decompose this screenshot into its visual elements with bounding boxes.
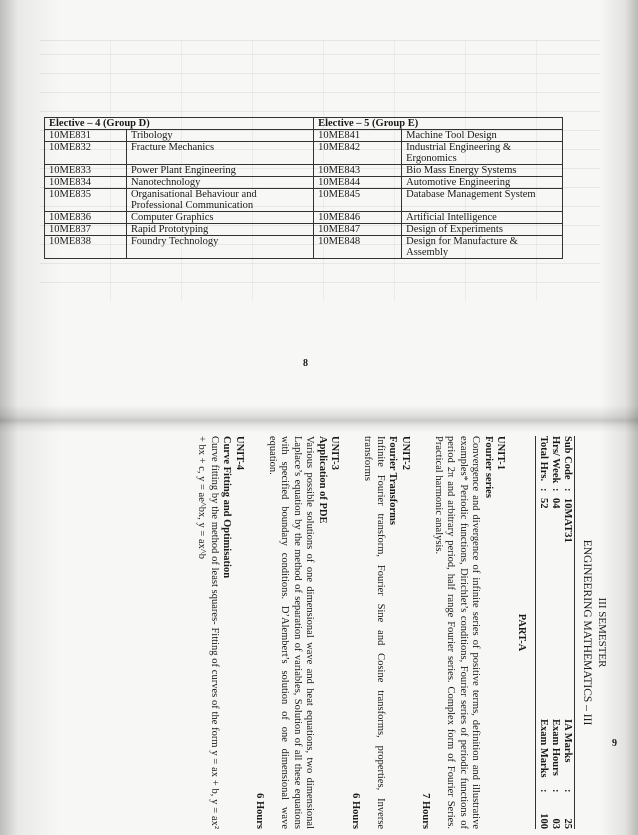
course-code: 10ME837 xyxy=(45,224,127,236)
course-name: Design for Manufacture & Assembly xyxy=(402,236,563,259)
table-row xyxy=(45,224,563,236)
ia-label: IA Marks xyxy=(562,719,573,763)
page-fold-shadow xyxy=(0,405,638,433)
course-name: Nanotechnology xyxy=(126,177,313,189)
table-row xyxy=(45,130,563,142)
elective-4-header: Elective – 4 (Group D) xyxy=(45,118,314,130)
course-code: 10ME836 xyxy=(45,212,127,224)
table-header-row xyxy=(45,118,563,130)
subject-title: ENGINEERING MATHEMATICS – III xyxy=(581,539,594,726)
semester-title: III SEMESTER xyxy=(596,597,608,668)
unit-text: Curve fitting by the method of least squares- Fitting of curves of the form y = ax + b, y = ax² + bx + c, y = ae^bx, y = ax^b xyxy=(196,436,220,829)
course-name: Power Plant Engineering xyxy=(126,165,313,177)
course-code: 10ME844 xyxy=(314,177,402,189)
table-row xyxy=(45,165,563,177)
ia-value: 25 xyxy=(562,818,573,829)
exam-hours-value: 03 xyxy=(550,818,561,829)
course-name: Artificial Intelligence xyxy=(402,212,563,224)
course-code: 10ME843 xyxy=(314,165,402,177)
course-name: Fracture Mechanics xyxy=(126,142,313,165)
page-number-bottom: 9 xyxy=(612,738,617,749)
colon: : xyxy=(538,789,549,793)
table-row xyxy=(45,177,563,189)
course-code: 10ME834 xyxy=(45,177,127,189)
course-name: Automotive Engineering xyxy=(402,177,563,189)
spacer xyxy=(549,568,561,719)
unit-number: UNIT-2 xyxy=(400,436,411,471)
course-code: 10ME842 xyxy=(314,142,402,165)
course-code: 10ME835 xyxy=(45,189,127,212)
total-hrs-value: 52 xyxy=(538,498,549,509)
course-name: Tribology xyxy=(126,130,313,142)
unit-title: Application of PDE xyxy=(317,436,328,524)
sub-code-label: Sub Code xyxy=(562,436,573,480)
unit-number: UNIT-3 xyxy=(329,436,341,471)
unit-block xyxy=(349,436,412,829)
hrs-week-value: 04 xyxy=(550,498,561,509)
part-heading: PART-A xyxy=(516,613,527,652)
course-code: 10ME831 xyxy=(45,130,127,142)
table-row xyxy=(45,189,563,212)
exam-marks-label: Exam Marks xyxy=(538,719,549,778)
exam-hours-label: Exam Hours xyxy=(550,719,561,776)
course-code: 10ME847 xyxy=(314,224,402,236)
sub-code-value: 10MAT31 xyxy=(562,498,573,543)
exam-marks-value: 100 xyxy=(538,813,549,829)
unit-title: Curve Fitting and Optimisation xyxy=(221,436,233,579)
colon: : xyxy=(550,789,561,793)
unit-number: UNIT-4 xyxy=(234,436,245,471)
unit-text: Various possible solutions of one dimensional wave and heat equations, two dimensional Laplace’s equation by the method of separation of variables, Solution of all these equations with specified boundary conditions. D’Alembert’s solution of one dimensional wave equation. xyxy=(267,436,316,829)
unit-title: Fourier Transforms xyxy=(387,436,399,525)
course-code: 10ME846 xyxy=(314,212,402,224)
colon: : xyxy=(550,488,561,492)
page-number-top: 8 xyxy=(303,358,308,369)
unit-text: Infinite Fourier transform, Fourier Sine and Cosine transforms, properties, Inverse transforms xyxy=(362,436,386,829)
elective-5-header: Elective – 5 (Group E) xyxy=(314,118,563,130)
total-hrs-label: Total Hrs. xyxy=(538,436,549,482)
table-row xyxy=(45,212,563,224)
course-code: 10ME832 xyxy=(45,142,127,165)
hrs-week-label: Hrs/ Week xyxy=(550,436,561,484)
course-name: Design of Experiments xyxy=(402,224,563,236)
colon: : xyxy=(562,789,573,793)
unit-number: UNIT-1 xyxy=(495,436,507,471)
spacer xyxy=(537,568,549,719)
course-name: Rapid Prototyping xyxy=(126,224,313,236)
colon: : xyxy=(538,488,549,492)
course-name: Bio Mass Energy Systems xyxy=(402,165,563,177)
unit-block xyxy=(253,436,341,829)
course-name: Industrial Engineering & Ergonomics xyxy=(402,142,563,165)
unit-hours: 6 Hours xyxy=(254,793,266,829)
course-code: 10ME841 xyxy=(314,130,402,142)
unit-text: Convergence and divergence of infinite series of positive terms, definition and illustrative examples* Periodic functions, Dirichlet’s conditions, Fourier series of periodic functions of period 2π and arbitrary period, half range Fourier series. Complex form of Fourier Series. Practical harmonic analysis. xyxy=(433,436,482,829)
spacer xyxy=(561,568,573,719)
course-code: 10ME833 xyxy=(45,165,127,177)
course-code: 10ME838 xyxy=(45,236,127,259)
unit-hours: 7 Hours xyxy=(420,793,432,829)
table-row xyxy=(45,142,563,165)
course-name: Foundry Technology xyxy=(126,236,313,259)
course-code: 10ME848 xyxy=(314,236,402,259)
rotated-syllabus-page xyxy=(108,436,608,829)
electives-table xyxy=(44,117,563,259)
unit-title: Fourier series xyxy=(483,436,494,498)
course-name: Organisational Behaviour and Professional Communication xyxy=(126,189,313,212)
unit-block xyxy=(195,436,245,829)
course-name: Machine Tool Design xyxy=(402,130,563,142)
course-name: Computer Graphics xyxy=(126,212,313,224)
course-name: Database Management System xyxy=(402,189,563,212)
unit-block xyxy=(419,436,507,829)
unit-hours: 6 Hours xyxy=(350,793,361,829)
course-meta-grid xyxy=(535,436,575,829)
course-code: 10ME845 xyxy=(314,189,402,212)
table-row xyxy=(45,236,563,259)
colon: : xyxy=(562,488,573,492)
